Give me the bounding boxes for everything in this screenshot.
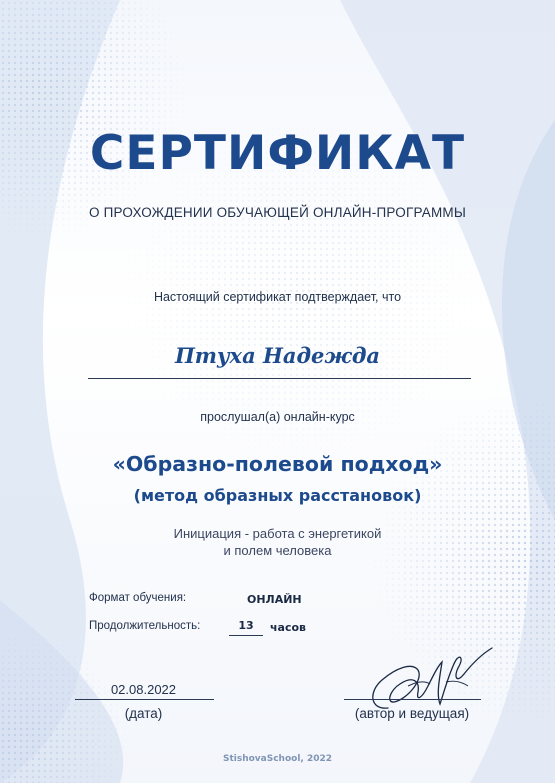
description-line-2: и полем человека [223,543,332,558]
duration-label: Продолжительность: [89,620,201,632]
course-subtitle: (метод образных расстановок) [133,486,422,505]
author-caption: (автор и ведущая) [354,706,470,721]
date-caption: (дата) [124,706,163,721]
recipient-name: Птуха Надежда [174,343,381,368]
signature-line [344,699,481,700]
certificate-title: СЕРТИФИКАТ [89,126,466,181]
duration-value-box [229,618,263,635]
format-value: ОНЛАЙН [247,593,302,606]
certificate-subtitle: О ПРОХОЖДЕНИИ ОБУЧАЮЩЕЙ ОНЛАЙН-ПРОГРАММЫ [88,205,467,220]
course-description [0,525,555,559]
recipient-underline [88,378,471,379]
duration-unit: часов [270,621,307,634]
duration-value: 13 [238,619,254,632]
course-title: «Образно-полевой подход» [112,452,443,476]
description-line-1: Инициация - работа с энергетикой [173,526,382,541]
listened-text: прослушал(а) онлайн-курс [200,410,355,424]
footer-text: StishovaSchool, 2022 [222,754,333,764]
date-value: 02.08.2022 [110,682,177,697]
date-line [75,699,214,700]
format-label: Формат обучения: [89,592,187,604]
confirm-text: Настоящий сертификат подтверждает, что [153,290,402,304]
duration-underline [229,635,263,636]
